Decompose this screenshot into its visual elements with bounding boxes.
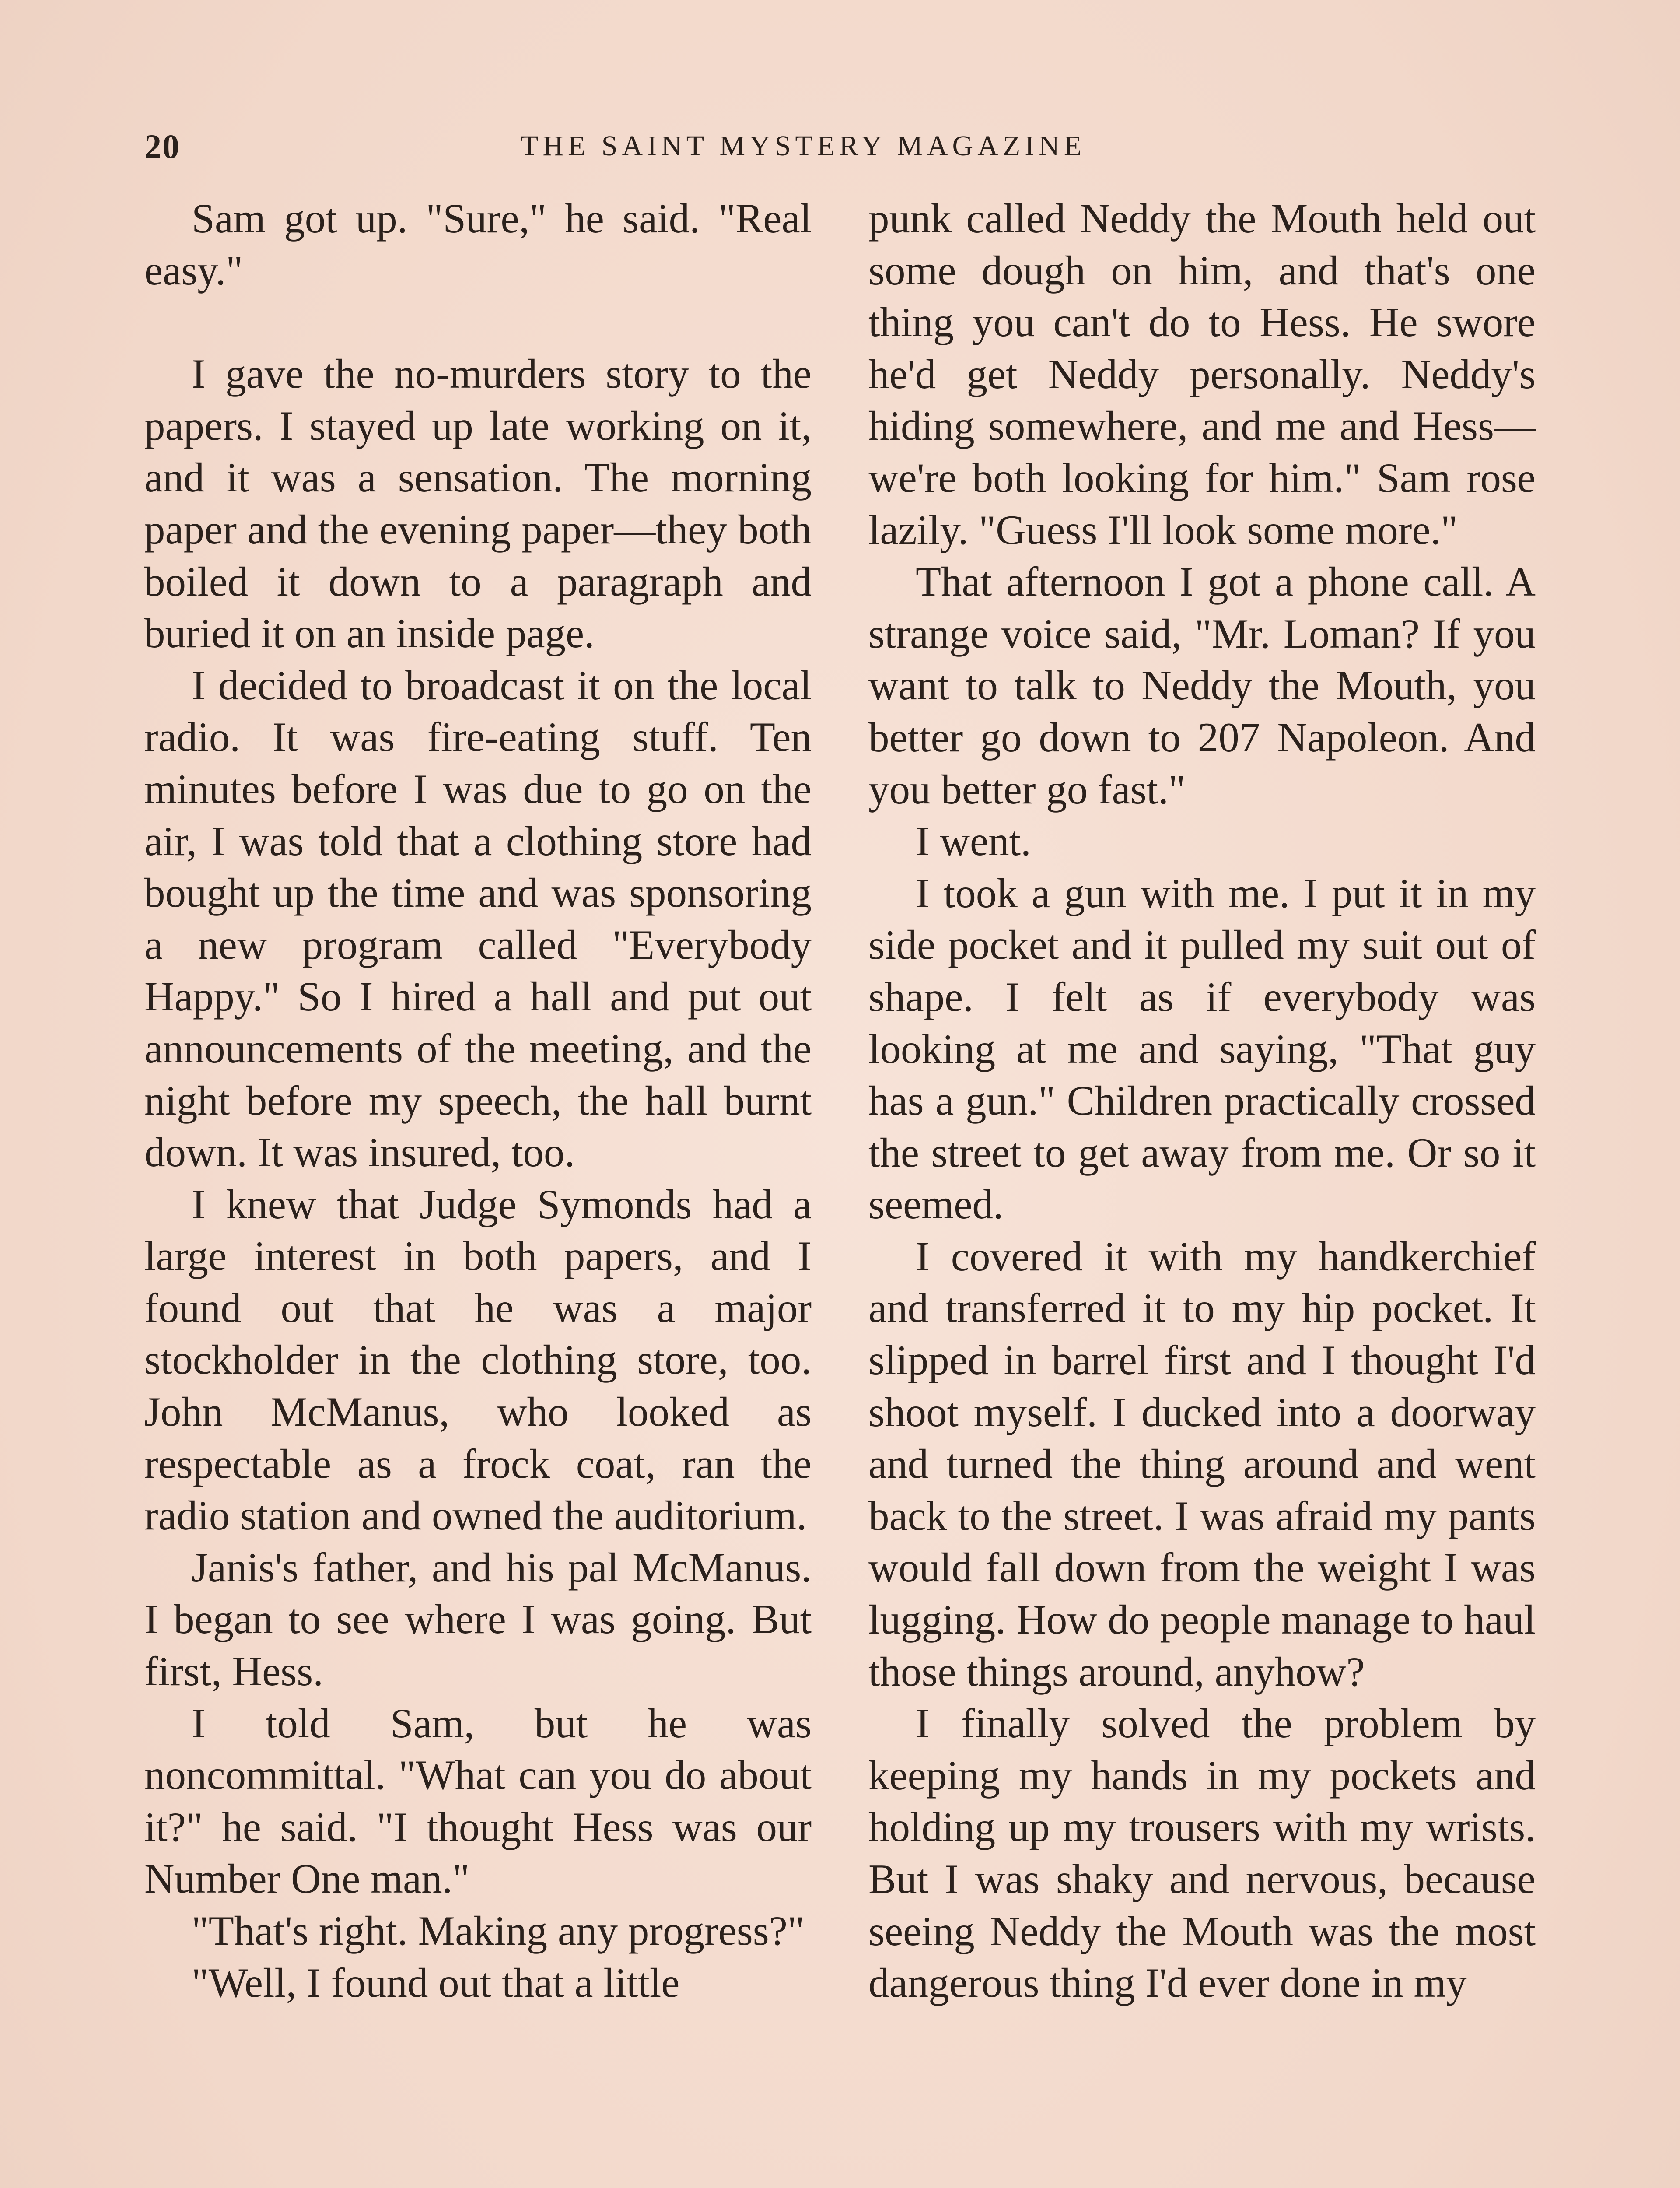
paragraph: I told Sam, but he was noncommittal. "What can you do about it?" he said. "I thought Hess was our Number One man." [144, 1700, 812, 1902]
paragraph: I covered it with my handkerchief and transferred it to my hip pocket. It slipped in barrel first and I thought I'd shoot myself. I ducked into a doorway and turned the thing around and went back to the street. I was afraid my pants would fall down from the weight I was lugging. How do people manage to haul those things around, anyhow? [868, 1233, 1536, 1695]
paragraph: I gave the no-murders story to the papers. I stayed up late working on it, and it was a sensation. The morning paper and the evening paper—they both boiled it down to a paragraph and buried it on an inside page. [144, 351, 812, 657]
left-text-column [144, 193, 812, 2188]
paragraph: punk called Neddy the Mouth held out some dough on him, and that's one thing you can't do to Hess. He swore he'd get Neddy personally. Neddy's hiding somewhere, and me and Hess—we're both looking for him." Sam rose lazily. "Guess I'll look some more." [868, 195, 1536, 553]
paragraph: I knew that Judge Symonds had a large interest in both papers, and I found out that he was a major stockholder in the clothing store, too. John McManus, who looked as respectable as a frock coat, ran the radio station and owned the auditorium. [144, 1181, 812, 1539]
paragraph: That afternoon I got a phone call. A strange voice said, "Mr. Loman? If you want to talk to Neddy the Mouth, you better go down to 207 Napoleon. And you better go fast." [868, 558, 1536, 813]
paragraph: I finally solved the problem by keeping my hands in my pockets and holding up my trousers with my wrists. But I was shaky and nervous, because seeing Neddy the Mouth was the most dangerous thing I'd ever done in my [868, 1700, 1536, 2006]
paragraph: Sam got up. "Sure," he said. "Real easy." [144, 195, 812, 294]
page-number: 20 [144, 127, 180, 165]
right-text-column [868, 193, 1536, 2188]
paragraph: I went. [916, 818, 1031, 865]
running-header [144, 127, 1558, 179]
paragraph: Janis's father, and his pal McManus. I began to see where I was going. But first, Hess. [144, 1544, 812, 1695]
paragraph: I took a gun with me. I put it in my side pocket and it pulled my suit out of shape. I felt as if everybody was looking at me and saying, "That guy has a gun." Children practically crossed the street to get away from me. Or so it seemed. [868, 870, 1536, 1228]
paragraph: I decided to broadcast it on the local radio. It was fire-eating stuff. Ten minutes before I was due to go on the air, I was told that a clothing store had bought up the time and was sponsoring a new program called "Everybody Happy." So I hired a hall and put out announcements of the meeting, and the night before my speech, the hall burnt down. It was insured, too. [144, 662, 812, 1176]
paragraph: "That's right. Making any progress?" [192, 1907, 805, 1954]
paragraph: "Well, I found out that a little [192, 1959, 680, 2006]
running-title: THE SAINT MYSTERY MAGAZINE [521, 130, 1086, 162]
